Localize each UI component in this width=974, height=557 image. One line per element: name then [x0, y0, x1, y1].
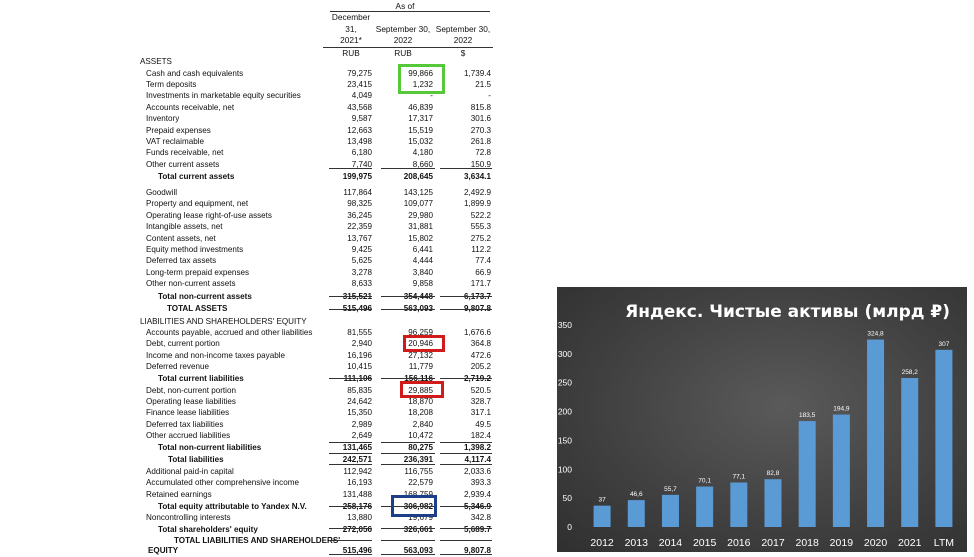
row-value: 182.4	[470, 431, 491, 441]
row-value: 208,645	[403, 172, 433, 181]
row-value: 16,196	[347, 350, 372, 360]
row-value: 236,391	[403, 454, 433, 464]
row-value: 6,180	[351, 148, 372, 158]
row-value: 9,858	[412, 279, 433, 289]
row-label: Total non-current liabilities	[158, 443, 262, 452]
row-label: Other non-current assets	[146, 279, 236, 289]
y-tick-label: 350	[557, 320, 572, 330]
y-tick-label: 50	[562, 493, 572, 504]
row-label: Retained earnings	[146, 489, 212, 499]
total-rule	[329, 296, 372, 297]
total-rule	[440, 296, 492, 297]
bar-2012	[594, 506, 611, 527]
bar-value-label: 77,1	[732, 473, 746, 481]
highlight-cash-box	[398, 64, 445, 94]
total-rule	[440, 453, 492, 454]
row-value: 2,649	[351, 431, 372, 441]
bar-2016	[730, 483, 747, 527]
row-label: TOTAL ASSETS	[167, 303, 228, 313]
row-value: 16,193	[347, 478, 372, 488]
total-rule	[440, 528, 492, 529]
row-value: 2,719.2	[463, 374, 491, 383]
bar-2017	[765, 479, 782, 527]
balance-row	[0, 210, 500, 221]
row-label: Noncontrolling interests	[146, 513, 231, 522]
balance-row	[0, 187, 500, 198]
balance-row	[0, 255, 500, 266]
total-rule	[381, 309, 435, 310]
x-tick-label: 2018	[795, 537, 819, 549]
row-label: Term deposits	[146, 79, 197, 89]
balance-row	[0, 316, 500, 327]
row-label: EQUITY	[148, 546, 179, 555]
row-value: 21.5	[475, 79, 491, 89]
row-value: 43,568	[347, 102, 372, 112]
row-value: 156,116	[404, 374, 433, 383]
row-value: 27,132	[408, 350, 433, 360]
row-value: 12,663	[347, 125, 372, 135]
row-label: Total current assets	[158, 172, 235, 181]
bar-2020	[867, 340, 884, 527]
y-tick-label: 0	[567, 522, 572, 532]
header-as-of: As of	[395, 1, 415, 11]
row-value: 11,779	[408, 362, 433, 372]
column-header-line: RUB	[323, 47, 379, 60]
row-value: 109,077	[403, 199, 433, 209]
row-value: 5,689.7	[463, 524, 491, 534]
row-value: 66.9	[475, 267, 491, 277]
row-value: 10,472	[408, 431, 433, 441]
row-label: Accumulated other comprehensive income	[146, 478, 299, 488]
row-value: 96,259	[408, 328, 433, 337]
x-tick-label: 2013	[624, 537, 648, 549]
row-value: 2,940	[351, 339, 372, 349]
row-value: 15,350	[347, 408, 372, 418]
row-value: 111,106	[343, 374, 372, 383]
row-value: 13,767	[347, 233, 372, 243]
row-label: Total current liabilities	[158, 374, 244, 383]
row-value: 315,521	[342, 291, 372, 301]
column-header-1	[373, 12, 433, 59]
row-value: 328.7	[470, 396, 491, 406]
y-tick-label: 100	[557, 464, 572, 475]
row-value: 49.5	[475, 419, 491, 429]
bar-value-label: 46,6	[629, 491, 643, 499]
balance-row	[0, 407, 500, 418]
row-value: 131,488	[342, 489, 372, 499]
row-value: 77.4	[475, 256, 491, 266]
balance-row	[0, 113, 500, 124]
row-value: 515,496	[342, 546, 372, 555]
total-rule	[440, 464, 492, 465]
total-rule	[381, 554, 435, 555]
column-header-2	[433, 12, 493, 59]
row-value: 31,881	[408, 222, 433, 232]
balance-row	[0, 430, 500, 441]
row-value: 131,465	[342, 443, 372, 452]
x-tick-label: 2016	[727, 537, 751, 549]
row-value: 520.5	[470, 385, 491, 395]
row-value: 5,346.9	[463, 501, 491, 511]
total-rule	[329, 464, 372, 465]
row-value: 117,864	[343, 188, 372, 197]
total-rule	[440, 168, 492, 169]
row-label: Other current assets	[146, 159, 220, 169]
row-label: Total non-current assets	[158, 291, 252, 301]
x-tick-label: 2020	[863, 537, 888, 549]
bar-value-label: 70,1	[698, 477, 711, 485]
row-value: 79,275	[347, 68, 372, 78]
bar-value-label: 307	[938, 340, 950, 348]
row-value: 2,840	[412, 419, 433, 429]
row-label: Total liabilities	[168, 454, 224, 464]
row-value: 1,676.6	[463, 328, 491, 337]
row-value: 275.2	[470, 233, 491, 243]
row-label: Content assets, net	[146, 233, 216, 243]
balance-row	[0, 221, 500, 232]
row-value: 8,660	[412, 159, 433, 169]
total-rule	[381, 528, 435, 529]
row-value: 1,899.9	[463, 199, 491, 209]
row-value: 6,173.7	[463, 291, 491, 301]
balance-row	[0, 233, 500, 244]
balance-row	[0, 361, 500, 372]
row-value: 143,125	[403, 188, 433, 197]
row-value: 15,802	[408, 233, 433, 243]
row-value: 4,444	[412, 256, 433, 266]
row-value: 171.7	[470, 279, 491, 289]
row-value: 261.8	[470, 136, 491, 146]
y-tick-label: 200	[557, 406, 572, 417]
row-value: 116,755	[404, 467, 433, 476]
row-value: 3,840	[412, 267, 433, 277]
row-value: 306,982	[403, 501, 433, 511]
row-value: 3,634.1	[463, 172, 491, 181]
row-value: 9,587	[351, 114, 372, 124]
x-tick-label: 2014	[658, 537, 683, 549]
row-value: 815.8	[470, 102, 491, 112]
x-tick-label: 2021	[898, 537, 922, 549]
row-label: Accounts payable, accrued and other liabilities	[146, 328, 313, 337]
total-rule	[440, 540, 492, 541]
total-rule	[440, 506, 492, 507]
row-value: 29,980	[408, 210, 433, 220]
balance-row	[0, 477, 500, 488]
total-rule	[329, 528, 372, 529]
header-rule	[330, 11, 490, 12]
total-rule	[329, 168, 372, 169]
row-value: 10,415	[347, 362, 372, 372]
row-value: 515,496	[342, 303, 372, 313]
bar-2018	[799, 421, 816, 527]
row-value: 17,317	[408, 114, 433, 124]
balance-row	[0, 147, 500, 158]
row-value: -	[430, 91, 433, 101]
row-value: 80,275	[408, 443, 433, 452]
balance-row	[0, 442, 500, 453]
x-tick-label: 2019	[829, 537, 854, 549]
x-tick-label: 2017	[761, 537, 785, 549]
row-value: 342.8	[470, 513, 491, 522]
row-value: 6,441	[412, 245, 433, 254]
bar-value-label: 37	[598, 496, 606, 504]
row-label: Long-term prepaid expenses	[146, 267, 250, 277]
row-value: 22,359	[347, 222, 372, 232]
row-value: 393.3	[470, 478, 491, 488]
balance-row	[0, 524, 500, 535]
row-label: Total equity attributable to Yandex N.V.	[158, 501, 307, 511]
row-value: 242,571	[342, 454, 372, 464]
row-value: 9,807.8	[463, 303, 491, 313]
row-value: 326,661	[403, 524, 433, 534]
row-label: Prepaid expenses	[146, 125, 211, 135]
column-header-line: December	[331, 12, 371, 22]
row-label: ASSETS	[140, 57, 172, 66]
row-value: 36,245	[347, 210, 372, 220]
row-label: Debt, current portion	[146, 339, 220, 349]
row-value: 23,415	[347, 79, 372, 89]
column-header-line: September 30,	[375, 23, 431, 34]
row-value: 1,739.4	[463, 68, 491, 78]
total-rule	[440, 309, 492, 310]
row-label: TOTAL LIABILITIES AND SHAREHOLDERS'	[174, 535, 341, 545]
x-tick-label: 2012	[590, 537, 614, 549]
row-value: 2,492.9	[463, 188, 491, 197]
highlight-equity-box	[391, 495, 437, 517]
row-value: 150.9	[470, 159, 491, 169]
total-rule	[381, 168, 435, 169]
row-value: 555.3	[470, 222, 491, 232]
bar-value-label: 82,8	[766, 470, 780, 478]
row-label: Cash and cash equivalents	[146, 68, 244, 78]
total-rule	[381, 453, 435, 454]
bar-2013	[628, 500, 645, 527]
total-rule	[329, 506, 372, 507]
row-value: 9,807.8	[463, 546, 491, 555]
total-rule	[329, 309, 372, 310]
row-value: 563,093	[403, 303, 433, 313]
row-label: Finance lease liabilities	[146, 408, 230, 418]
row-value: 2,989	[351, 419, 372, 429]
bar-2014	[662, 495, 679, 527]
row-label: Deferred revenue	[146, 362, 209, 372]
row-value: 4,117.4	[464, 454, 491, 464]
row-label: Debt, non-current portion	[146, 385, 236, 395]
row-value: 19,679	[408, 513, 433, 522]
row-value: 8,633	[351, 279, 372, 289]
bar-LTM	[935, 350, 952, 527]
row-label: Total shareholders' equity	[158, 524, 258, 534]
balance-row	[0, 171, 500, 182]
row-label: Investments in marketable equity securities	[146, 91, 301, 101]
total-rule	[329, 540, 372, 541]
row-value: 522.2	[470, 210, 491, 220]
row-value: 29,885	[408, 385, 433, 395]
row-label: Additional paid-in capital	[146, 467, 234, 476]
row-value: 364.8	[470, 339, 491, 349]
total-rule	[329, 442, 372, 443]
bar-value-label: 55,7	[664, 485, 677, 493]
row-label: Intangible assets, net	[146, 222, 223, 232]
row-value: 20,946	[408, 339, 433, 349]
row-value: 258,176	[342, 501, 372, 511]
total-rule	[381, 464, 435, 465]
bar-value-label: 183,5	[799, 412, 816, 420]
column-header-line: 2022	[393, 35, 413, 45]
bar-2015	[696, 487, 713, 527]
total-rule	[440, 442, 492, 443]
row-value: 1,232	[412, 79, 433, 89]
net-assets-chart	[557, 287, 967, 552]
total-rule	[381, 378, 435, 379]
y-tick-label: 300	[557, 348, 572, 359]
row-value: 85,835	[347, 385, 372, 395]
y-tick-label: 250	[557, 377, 572, 388]
bar-2019	[833, 415, 850, 527]
total-rule	[381, 296, 435, 297]
x-tick-label: 2015	[692, 537, 717, 549]
row-value: 7,740	[351, 159, 372, 169]
row-value: 24,642	[347, 396, 372, 406]
row-label: Inventory	[146, 114, 180, 124]
row-value: 2,939.4	[463, 489, 491, 499]
column-header-line: RUB	[373, 47, 433, 60]
row-value: 22,579	[408, 478, 433, 488]
row-value: 472.6	[470, 350, 491, 360]
row-value: 563,093	[403, 546, 433, 555]
total-rule	[440, 554, 492, 555]
row-value: 354,448	[403, 291, 433, 301]
row-label: Equity method investments	[146, 245, 244, 254]
row-value: 5,625	[351, 256, 372, 266]
balance-row	[0, 419, 500, 430]
balance-row	[0, 267, 500, 278]
row-label: VAT reclaimable	[146, 136, 205, 146]
row-label: Funds receivable, net	[146, 148, 224, 158]
row-value: 199,975	[342, 172, 372, 181]
chart-svg	[557, 287, 967, 552]
total-rule	[440, 378, 492, 379]
row-value: 3,278	[351, 267, 372, 277]
row-value: -	[488, 91, 491, 101]
total-rule	[329, 378, 372, 379]
row-label: LIABILITIES AND SHAREHOLDERS' EQUITY	[140, 316, 307, 326]
balance-row	[0, 125, 500, 136]
total-rule	[329, 554, 372, 555]
row-value: 205.2	[470, 362, 491, 372]
row-label: Property and equipment, net	[146, 199, 249, 209]
balance-row	[0, 102, 500, 113]
row-value: 4,180	[412, 148, 433, 158]
row-value: 13,880	[347, 513, 372, 522]
total-rule	[329, 453, 372, 454]
balance-row	[0, 244, 500, 255]
row-value: 270.3	[470, 125, 491, 135]
row-value: 15,032	[408, 136, 433, 146]
column-header-line	[373, 12, 433, 24]
row-value: 13,498	[347, 136, 372, 146]
row-value: 112.2	[471, 245, 491, 254]
row-label: Income and non-income taxes payable	[146, 350, 286, 360]
row-value: 99,866	[408, 68, 433, 78]
row-label: Operating lease right-of-use assets	[146, 210, 272, 220]
bar-2021	[901, 378, 918, 527]
row-value: 98,325	[347, 199, 372, 209]
row-value: 15,519	[408, 125, 433, 135]
column-header-line: 31,	[345, 23, 357, 34]
column-header-line: 2022	[453, 35, 473, 45]
row-value: 18,208	[408, 408, 433, 418]
balance-row	[0, 136, 500, 147]
bar-value-label: 258,2	[901, 368, 918, 376]
row-label: Deferred tax assets	[146, 256, 217, 266]
row-label: Goodwill	[146, 188, 178, 197]
row-value: 168,759	[403, 489, 433, 499]
highlight-debt-current-box	[403, 335, 445, 352]
row-value: 272,056	[342, 524, 372, 534]
column-header-line	[433, 12, 493, 24]
row-value: 317.1	[470, 408, 491, 418]
bar-value-label: 324,8	[867, 330, 884, 338]
y-tick-label: 150	[557, 435, 572, 446]
row-value: 9,425	[351, 245, 372, 254]
balance-row	[0, 278, 500, 289]
row-value: 46,839	[408, 102, 433, 112]
row-value: 18,870	[408, 396, 433, 406]
row-value: 72.8	[475, 148, 491, 158]
row-value: 4,049	[351, 91, 372, 101]
bar-value-label: 194,9	[833, 405, 850, 413]
row-label: Accounts receivable, net	[146, 102, 235, 112]
balance-row	[0, 466, 500, 477]
column-header-line: 2021*	[340, 35, 362, 45]
balance-row	[0, 198, 500, 209]
column-header-line: $	[433, 47, 493, 60]
row-label: Deferred tax liabilities	[146, 419, 224, 429]
row-value: 2,033.6	[463, 467, 491, 476]
row-value: 112,942	[343, 467, 372, 476]
column-header-line: September 30,	[435, 23, 491, 34]
column-header-0	[323, 12, 379, 59]
row-value: 1,398.2	[463, 443, 491, 452]
row-label: Other accrued liabilities	[146, 431, 231, 441]
row-value: 81,555	[347, 328, 372, 337]
row-value: 301.6	[470, 114, 491, 124]
chart-title: Яндекс. Чистые активы (млрд ₽)	[625, 302, 950, 322]
highlight-debt-noncurrent-box	[400, 381, 444, 398]
x-tick-label: LTM	[933, 537, 955, 549]
total-rule	[381, 540, 435, 541]
total-rule	[381, 442, 435, 443]
row-label: Operating lease liabilities	[146, 396, 236, 406]
